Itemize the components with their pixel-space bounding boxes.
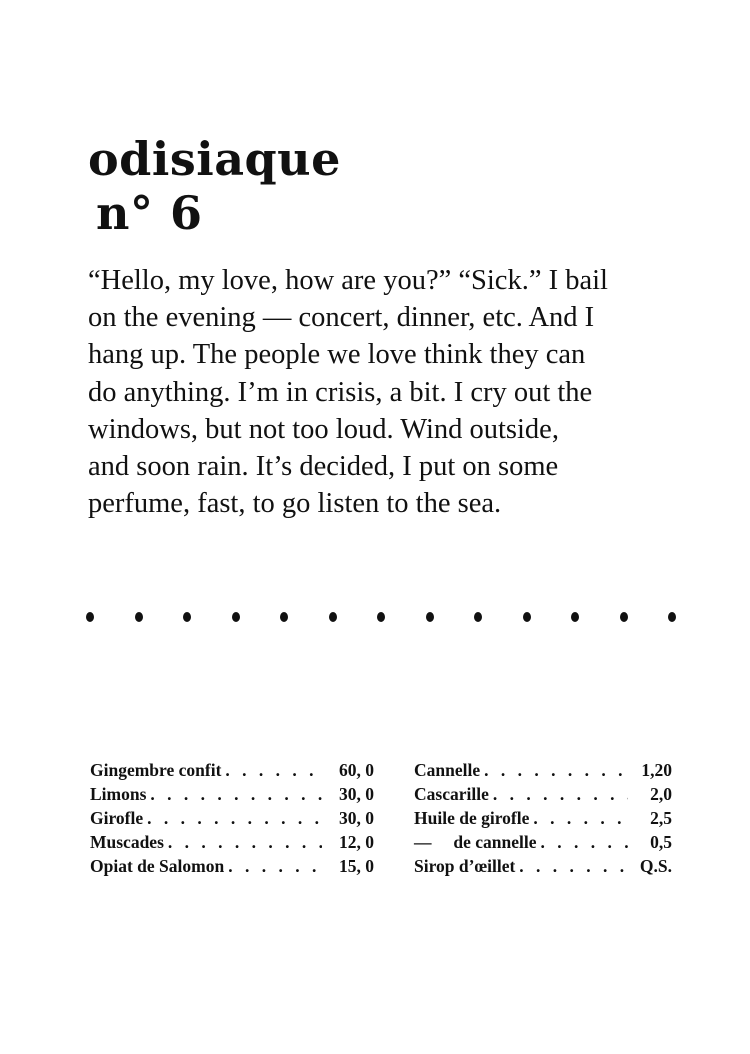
divider-dot xyxy=(86,612,94,622)
title-line-2: n° 6 xyxy=(96,186,203,240)
dot-leader xyxy=(225,758,322,782)
ingredient-quantity: 30, 0 xyxy=(339,808,374,828)
dot-leader xyxy=(168,830,322,854)
recipe-row xyxy=(414,758,672,782)
divider-dot xyxy=(280,612,288,622)
divider-dot xyxy=(135,612,143,622)
prose-line: on the evening — concert, dinner, etc. And I xyxy=(88,302,595,334)
recipe-row xyxy=(414,782,672,806)
divider-dot xyxy=(426,612,434,622)
recipe-row xyxy=(414,854,672,878)
ingredient-name: — de cannelle xyxy=(414,832,537,852)
ingredient-quantity: 15, 0 xyxy=(339,856,374,876)
recipe-row xyxy=(90,782,374,806)
ingredient-name: Cannelle xyxy=(414,760,481,780)
recipe-row xyxy=(414,830,672,854)
recipe-row xyxy=(90,830,374,854)
dot-leader xyxy=(519,854,628,878)
prose-line: windows, but not too loud. Wind outside, xyxy=(88,413,559,445)
dot-leader xyxy=(533,806,628,830)
dot-leader xyxy=(493,782,628,806)
recipe-row xyxy=(90,806,374,830)
dot-leader xyxy=(228,854,322,878)
dot-leader xyxy=(147,806,322,830)
recipe-row xyxy=(414,806,672,830)
ingredient-quantity: 30, 0 xyxy=(339,784,374,804)
divider-dot xyxy=(474,612,482,622)
dot-leader xyxy=(541,830,629,854)
prose-line: “Hello, my love, how are you?” “Sick.” I bail xyxy=(88,265,608,296)
divider-dot xyxy=(620,612,628,622)
ingredient-quantity: Q.S. xyxy=(639,856,672,876)
prose-line: do anything. I’m in crisis, a bit. I cry out the xyxy=(88,376,593,408)
recipe-row xyxy=(90,854,374,878)
ingredient-quantity: 12, 0 xyxy=(339,832,374,852)
ingredient-quantity: 2,0 xyxy=(650,784,672,804)
poem-title xyxy=(88,132,341,240)
divider-dot xyxy=(377,612,385,622)
divider-dot xyxy=(523,612,531,622)
divider-dot xyxy=(232,612,240,622)
prose-line: and soon rain. It’s decided, I put on some xyxy=(88,451,559,483)
ingredient-quantity: 60, 0 xyxy=(339,760,374,780)
ingredient-name: Sirop d’œillet xyxy=(414,856,516,876)
recipe-row xyxy=(90,758,374,782)
title-line-1: odisiaque xyxy=(88,132,341,186)
ingredient-quantity: 0,5 xyxy=(650,832,672,852)
dot-leader xyxy=(150,782,322,806)
divider-dot xyxy=(329,612,337,622)
divider-dot xyxy=(668,612,676,622)
prose-line: hang up. The people we love think they can xyxy=(88,339,586,371)
prose-paragraph xyxy=(88,262,688,522)
dot-leader xyxy=(484,758,628,782)
ingredient-name: Girofle xyxy=(90,808,144,828)
ingredient-quantity: 1,20 xyxy=(641,760,672,780)
dotted-divider xyxy=(86,604,676,634)
ingredient-name: Opiat de Salomon xyxy=(90,856,225,876)
ingredient-name: Gingembre confit xyxy=(90,760,222,780)
divider-dot xyxy=(183,612,191,622)
prose-line: perfume, fast, to go listen to the sea. xyxy=(88,488,502,520)
ingredient-name: Muscades xyxy=(90,832,164,852)
divider-dot xyxy=(571,612,579,622)
ingredient-name: Limons xyxy=(90,784,147,804)
ingredient-quantity: 2,5 xyxy=(650,808,672,828)
ingredient-name: Huile de girofle xyxy=(414,808,530,828)
ingredient-name: Cascarille xyxy=(414,784,489,804)
recipe-column-left xyxy=(90,758,374,878)
recipe-column-right xyxy=(414,758,672,878)
